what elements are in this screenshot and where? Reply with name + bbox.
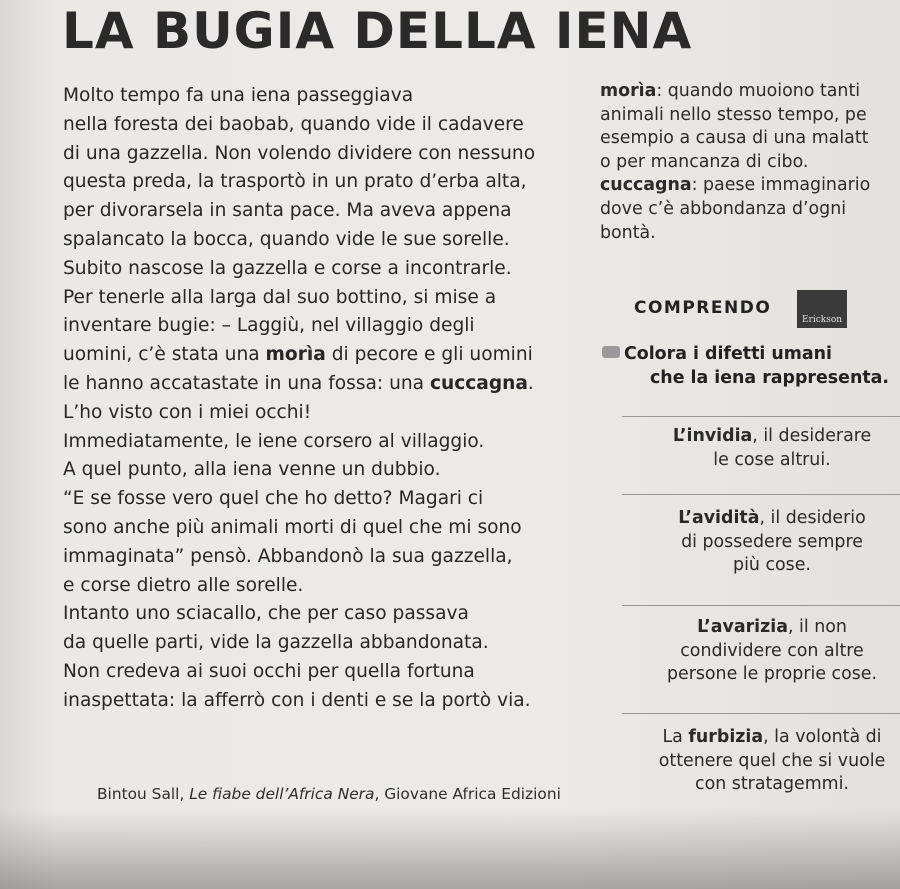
story-line: di una gazzella. Non volendo dividere con nessuno — [63, 142, 536, 164]
source-credit — [97, 785, 561, 803]
instruction-line: Colora i difetti umani — [624, 344, 832, 364]
glossary-entry-cuccagna — [600, 174, 900, 198]
story-line: Non credeva ai suoi occhi per quella fortuna — [63, 660, 475, 682]
highlight-word-cuccagna: cuccagna — [429, 372, 528, 394]
story-line — [63, 341, 583, 370]
card-text: , la volontà di — [763, 727, 882, 747]
story-line: Molto tempo fa una iena passeggiava — [63, 85, 414, 106]
card-text: , il desiderare — [752, 426, 872, 446]
story-text — [63, 82, 583, 716]
story-line: per divorarsela in santa pace. Ma aveva appena — [63, 200, 512, 222]
answer-card-avarizia[interactable] — [622, 605, 900, 701]
glossary-def-line: animali nello stesso tempo, pe — [600, 104, 867, 125]
story-line: A quel punto, alla iena venne un dubbio. — [63, 459, 441, 481]
story-line: sono anche più animali morti di quel che mi sono — [63, 516, 522, 538]
answer-card-avidita[interactable] — [622, 494, 900, 590]
story-line: da quelle parti, vide la gazzella abbandonata. — [63, 632, 489, 654]
card-line: più cose. — [733, 555, 811, 575]
erickson-badge: Erickson — [797, 290, 847, 328]
credit-publisher: , Giovane Africa Edizioni — [374, 785, 561, 803]
story-line: e corse dietro alle sorelle. — [63, 574, 304, 596]
comprendo-heading: COMPRENDO — [634, 298, 772, 318]
answer-card-furbizia[interactable] — [622, 713, 900, 814]
glossary-def: : paese immaginario — [691, 175, 871, 196]
card-line: condividere con altre — [680, 640, 864, 661]
card-line — [622, 507, 900, 531]
glossary-def-line: bontà. — [600, 222, 656, 243]
card-line: con stratagemmi. — [695, 774, 849, 794]
story-line: Intanto uno sciacallo, che per caso passava — [63, 603, 469, 625]
glossary-def-line: o per mancanza di cibo. — [600, 151, 809, 172]
answer-card-invidia[interactable] — [622, 416, 900, 487]
story-line: L’ho visto con i miei occhi! — [63, 401, 312, 423]
story-line: Immediatamente, le iene corsero al villaggio. — [63, 430, 485, 452]
glossary-entry-moria — [600, 80, 900, 104]
story-line: Subito nascose la gazzella e corse a incontrarle. — [63, 257, 512, 279]
story-text-span: uomini, c’è stata una — [63, 344, 266, 366]
pencil-icon — [602, 346, 620, 358]
story-text-span: . — [527, 372, 534, 394]
exercise-instruction — [624, 343, 900, 390]
card-line: di possedere sempre — [681, 531, 863, 552]
story-line: nella foresta dei baobab, quando vide il cadavere — [63, 113, 524, 135]
card-text: La — [662, 727, 689, 747]
story-line: inventare bugie: – Laggiù, nel villaggio degli — [63, 315, 475, 337]
card-term: L’avidità — [678, 508, 760, 528]
credit-book-title: Le fiabe dell’Africa Nera — [189, 785, 375, 803]
story-text-span: di pecore e gli uomini — [325, 344, 533, 366]
instruction-line: che la iena rappresenta. — [650, 367, 889, 388]
story-line: inaspettata: la afferrò con i denti e se la portò via. — [63, 689, 531, 711]
credit-author: Bintou Sall, — [97, 785, 190, 803]
card-line — [622, 425, 900, 449]
card-line: ottenere quel che si vuole — [658, 750, 886, 771]
card-term: L’invidia — [672, 426, 753, 446]
highlight-word-moria: morìa — [265, 344, 326, 366]
story-line: “E se fosse vero quel che ho detto? Magari ci — [63, 488, 484, 510]
card-line — [622, 616, 900, 640]
glossary-term: morìa — [600, 81, 657, 101]
glossary — [600, 80, 900, 245]
card-line: persone le proprie cose. — [666, 664, 878, 684]
card-line — [622, 726, 900, 750]
story-line: Per tenerle alla larga dal suo bottino, si mise a — [63, 286, 497, 308]
glossary-term: cuccagna — [600, 175, 692, 196]
story-line: spalancato la bocca, quando vide le sue sorelle. — [63, 228, 510, 250]
card-line: le cose altrui. — [713, 449, 831, 470]
card-text: , il desiderio — [759, 508, 866, 528]
bottom-illustration-strip — [0, 809, 900, 889]
story-line: questa preda, la trasportò in un prato d’erba alta, — [63, 171, 527, 193]
story-line: immaginata” pensò. Abbandonò la sua gazzella, — [63, 545, 513, 567]
story-line — [63, 370, 583, 399]
glossary-def-line: esempio a causa di una malatt — [600, 128, 869, 149]
card-term: L’avarizia — [697, 617, 788, 637]
glossary-def-line: dove c’è abbondanza d’ogni — [600, 198, 847, 219]
card-term: furbizia — [688, 727, 764, 747]
glossary-def: : quando muoiono tanti — [656, 81, 861, 101]
card-text: , il non — [787, 617, 847, 637]
story-text-span: le hanno accatastate in una fossa: una — [63, 372, 430, 394]
page-title: LA BUGIA DELLA IENA — [62, 2, 693, 60]
